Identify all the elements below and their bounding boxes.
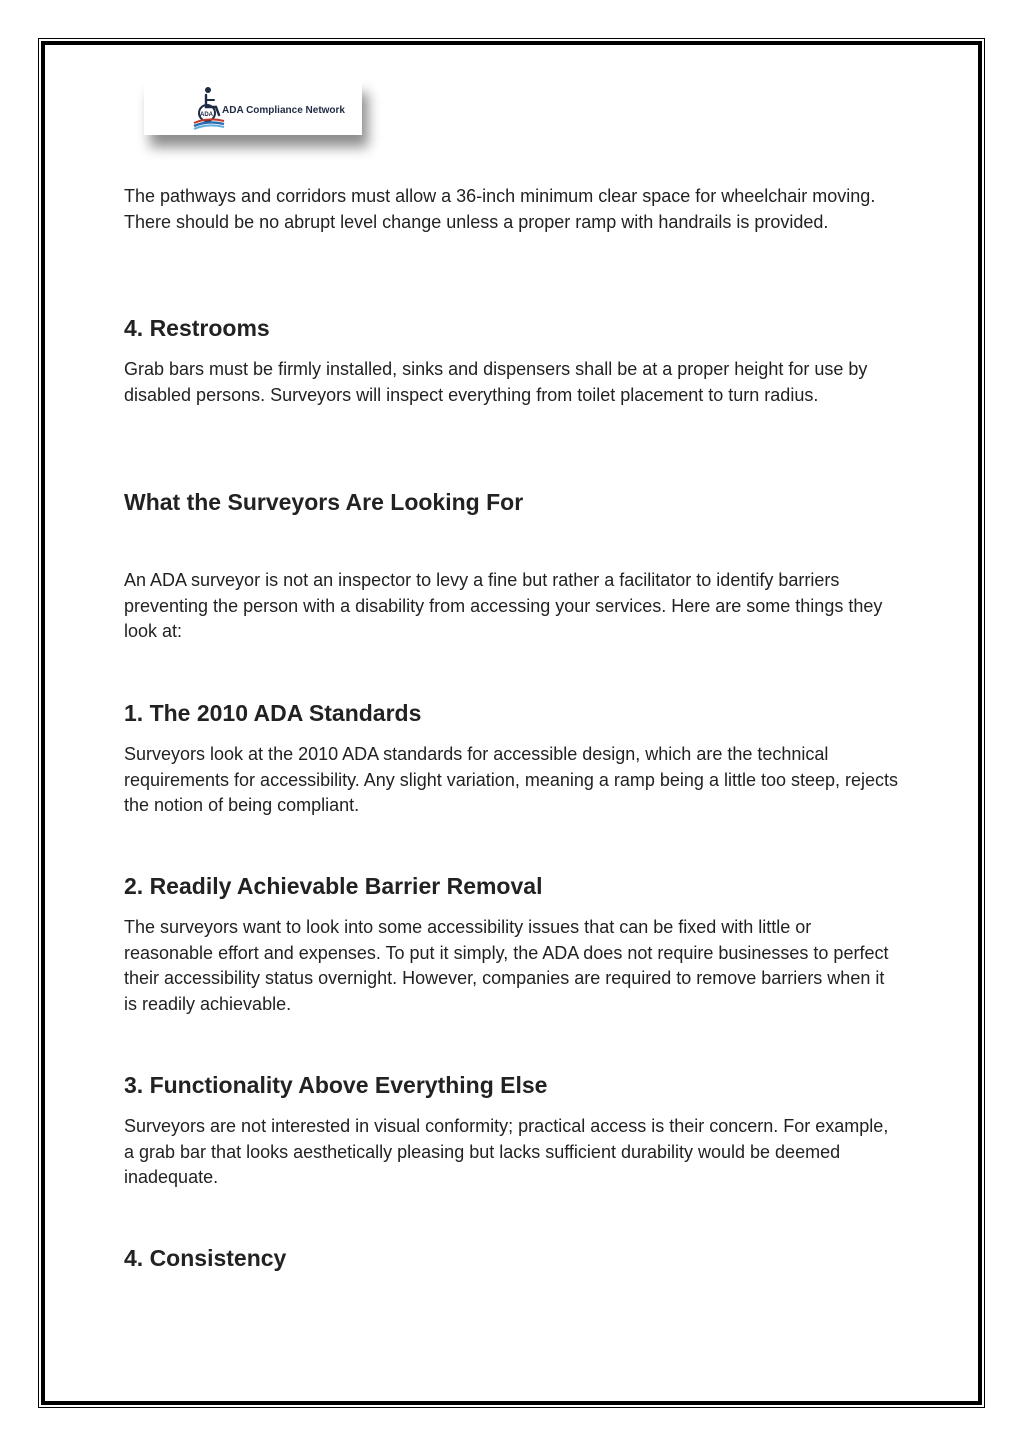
logo-brand-text: ADA Compliance Network bbox=[222, 105, 345, 116]
paragraph-restrooms: Grab bars must be firmly installed, sinks and dispensers shall be at a proper height for use by disabled persons. Surveyors will inspect everything from toilet placement to turn radius. bbox=[124, 359, 868, 405]
paragraph-2010-ada-standards: Surveyors look at the 2010 ADA standards for accessible design, which are the technical requirements for accessibility. Any slight variation, meaning a ramp being a little too steep, rejects the notion of being compliant. bbox=[124, 744, 899, 815]
paragraph-functionality: Surveyors are not interested in visual conformity; practical access is their concern. For example, a grab bar that looks aesthetically pleasing but lacks sufficient durability would be deemed inadequate. bbox=[124, 1116, 889, 1187]
heading-2010-ada-standards: 1. The 2010 ADA Standards bbox=[124, 700, 422, 726]
wheelchair-icon bbox=[192, 85, 226, 131]
paragraph-barrier-removal: The surveyors want to look into some accessibility issues that can be fixed with little or reasonable effort and expenses. To put it simply, the ADA does not require businesses to perfect their accessibility status overnight. However, companies are required to remove barriers when it is readily achievable. bbox=[124, 917, 889, 1014]
logo-mark-text: ADA bbox=[200, 112, 213, 118]
heading-functionality: 3. Functionality Above Everything Else bbox=[124, 1072, 548, 1098]
heading-surveyors-looking-for: What the Surveyors Are Looking For bbox=[124, 489, 524, 515]
heading-barrier-removal: 2. Readily Achievable Barrier Removal bbox=[124, 873, 543, 899]
heading-restrooms: 4. Restrooms bbox=[124, 315, 270, 341]
logo bbox=[144, 81, 362, 135]
paragraph-pathways: The pathways and corridors must allow a 36-inch minimum clear space for wheelchair moving. There should be no abrupt level change unless a proper ramp with handrails is provided. bbox=[124, 186, 876, 232]
heading-consistency: 4. Consistency bbox=[124, 1245, 287, 1271]
paragraph-surveyor-role: An ADA surveyor is not an inspector to levy a fine but rather a facilitator to identify barriers preventing the person with a disability from accessing your services. Here are some things they look at: bbox=[124, 570, 883, 641]
